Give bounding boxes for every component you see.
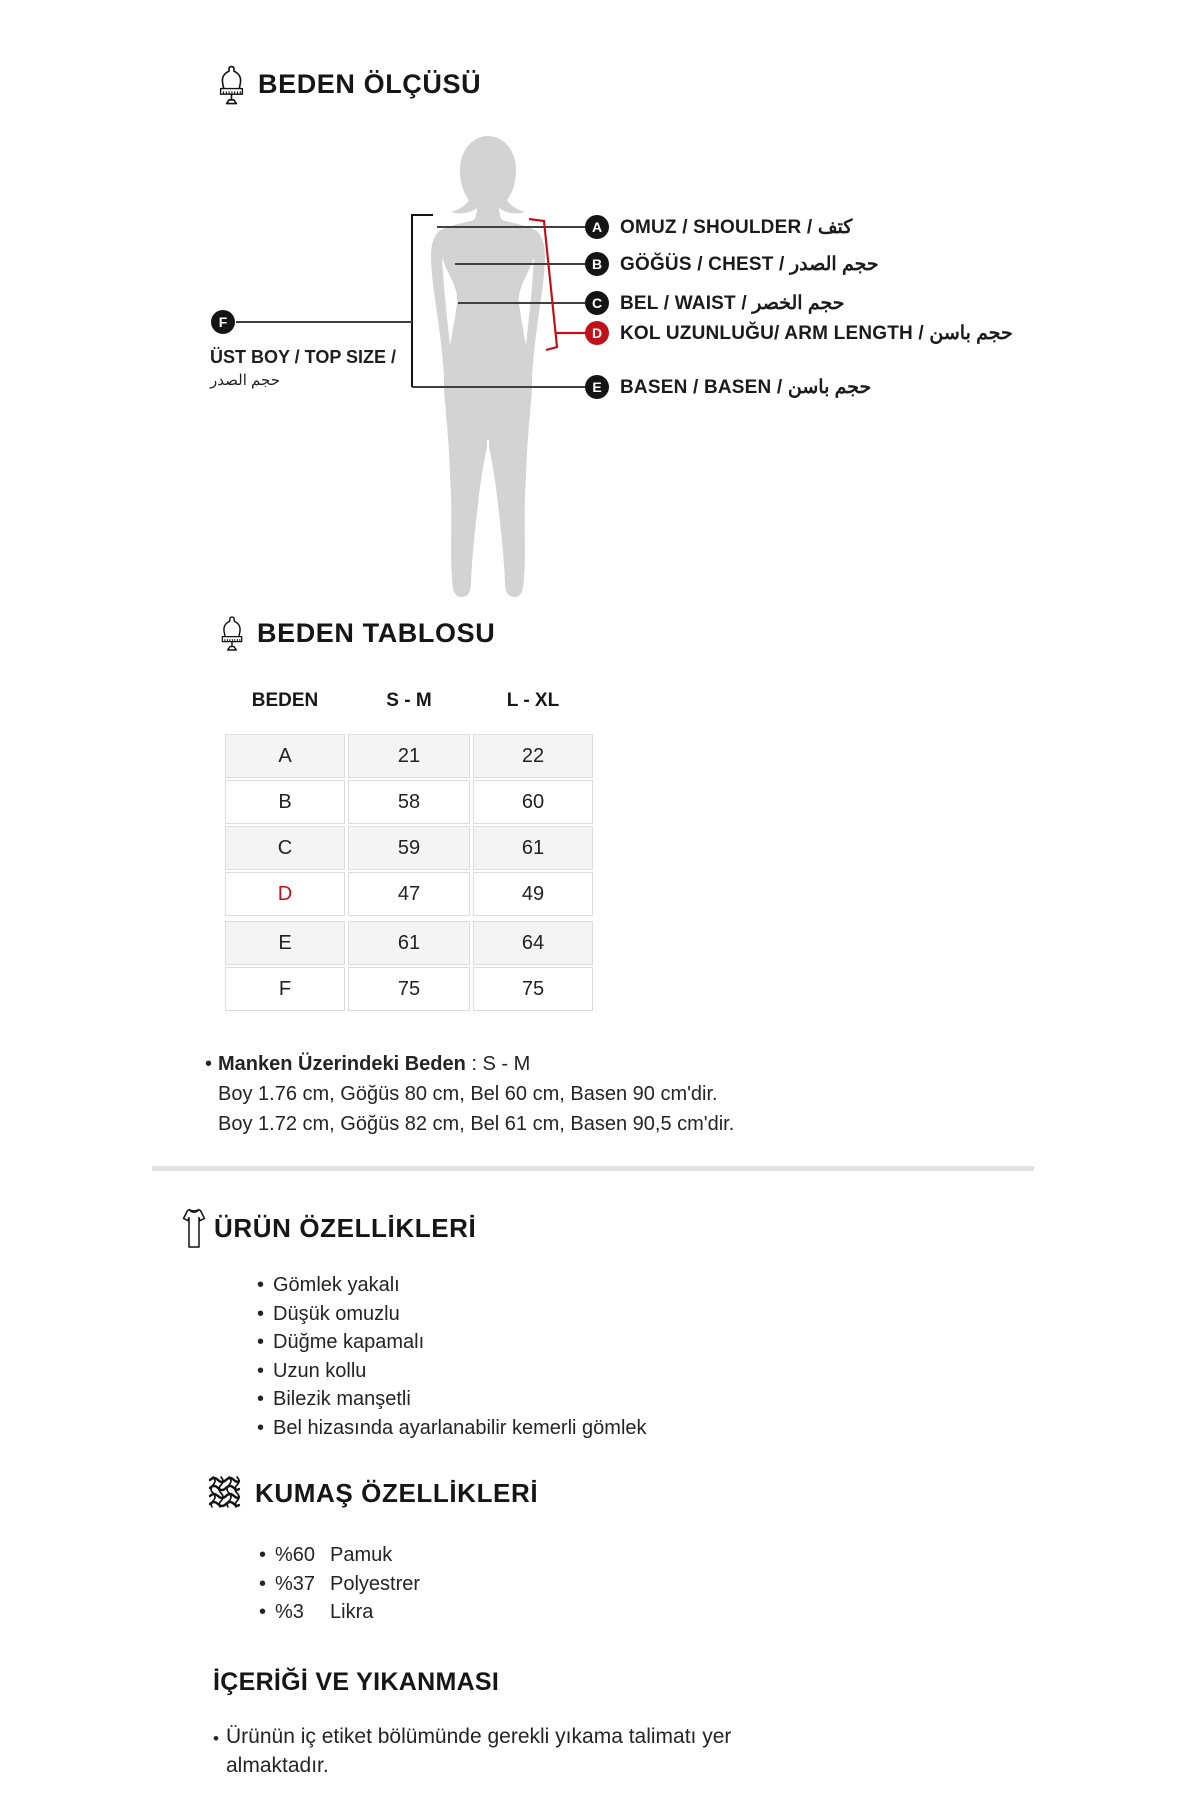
mannequin-measure-line: Boy 1.72 cm, Göğüs 82 cm, Bel 61 cm, Basen 90,5 cm'dir. <box>218 1113 735 1135</box>
list-item: • Bilezik manşetli <box>257 1385 647 1414</box>
table-cell: 22 <box>473 734 593 778</box>
table-cell: D <box>225 872 345 916</box>
measure-label-top-size: ÜST BOY / TOP SIZE / حجم الصدر <box>210 347 397 389</box>
size-table <box>225 734 593 1013</box>
measure-badge-c: C <box>585 291 609 315</box>
size-table-col-beden: BEDEN <box>251 690 319 711</box>
table-cell: 47 <box>348 872 470 916</box>
section-divider <box>152 1166 1034 1171</box>
table-cell: 64 <box>473 921 593 965</box>
mannequin-size-note <box>205 1049 734 1139</box>
table-row-c <box>225 826 593 870</box>
product-features-header <box>182 1208 476 1249</box>
fabric-features-header <box>207 1474 538 1512</box>
list-item: • %60 Pamuk <box>259 1541 420 1570</box>
fabric-weave-icon <box>207 1474 242 1512</box>
size-table-col-sm: S - M <box>386 690 432 711</box>
measure-badge-e: E <box>585 375 609 399</box>
product-features-title: ÜRÜN ÖZELLİKLERİ <box>214 1213 477 1243</box>
measure-label-basen: E BASEN / BASEN / حجم باسن <box>585 375 871 399</box>
dressform-icon <box>218 613 246 653</box>
measure-badge-a: A <box>585 215 609 239</box>
fabric-features-title: KUMAŞ ÖZELLİKLERİ <box>255 1477 539 1508</box>
list-item: • Ürünün iç etiket bölümünde gerekli yıkama talimatı yer almaktadır. <box>213 1723 758 1780</box>
table-cell: C <box>225 826 345 870</box>
measure-badge-d: D <box>585 321 609 345</box>
table-row-b <box>225 780 593 824</box>
measure-badge-f: F <box>211 310 235 334</box>
table-cell: 61 <box>348 921 470 965</box>
table-cell: 75 <box>348 967 470 1011</box>
measure-badge-b: B <box>585 252 609 276</box>
table-cell: B <box>225 780 345 824</box>
body-silhouette <box>439 136 537 597</box>
measure-label-chest: B GÖĞÜS / CHEST / حجم الصدر <box>585 252 879 276</box>
mannequin-measure-line: Boy 1.76 cm, Göğüs 80 cm, Bel 60 cm, Basen 90 cm'dir. <box>218 1083 718 1105</box>
measure-label-shoulder: A OMUZ / SHOULDER / كتف <box>585 215 852 239</box>
list-item: • Bel hizasında ayarlanabilir kemerli gömlek <box>257 1414 647 1443</box>
size-guide-title: BEDEN ÖLÇÜSÜ <box>258 69 482 99</box>
list-item: • %3 Likra <box>259 1598 420 1627</box>
size-table-header <box>225 690 593 712</box>
tshirt-icon <box>182 1208 206 1249</box>
list-item: • Uzun kollu <box>257 1357 647 1386</box>
fabric-composition-list <box>259 1541 420 1627</box>
care-note-list <box>213 1723 758 1780</box>
table-cell: 59 <box>348 826 470 870</box>
list-item: • Gömlek yakalı <box>257 1271 647 1300</box>
table-cell: 60 <box>473 780 593 824</box>
care-section-title: İÇERİĞİ VE YIKANMASI <box>213 1668 500 1696</box>
product-features-list <box>257 1271 647 1443</box>
size-chart-title: BEDEN TABLOSU <box>257 617 496 648</box>
table-cell: 21 <box>348 734 470 778</box>
table-cell: 75 <box>473 967 593 1011</box>
mannequin-size-line: • Manken Üzerindeki Beden : S - M <box>205 1049 734 1079</box>
size-chart-header <box>218 613 495 653</box>
list-item: • Düğme kapamalı <box>257 1328 647 1357</box>
table-row-f <box>225 967 593 1011</box>
table-cell: E <box>225 921 345 965</box>
measure-label-arm-length: D KOL UZUNLUĞU/ ARM LENGTH / حجم باسن <box>585 321 1013 345</box>
top-size-bracket <box>412 215 433 387</box>
table-row-e <box>225 921 593 965</box>
table-row-d <box>225 872 593 916</box>
table-cell: F <box>225 967 345 1011</box>
table-cell: 49 <box>473 872 593 916</box>
table-cell: A <box>225 734 345 778</box>
measure-label-waist: C BEL / WAIST / حجم الخصر <box>585 291 845 315</box>
table-row-a <box>225 734 593 778</box>
size-table-col-lxl: L - XL <box>506 690 560 711</box>
list-item: • %37 Polyestrer <box>259 1570 420 1599</box>
table-cell: 58 <box>348 780 470 824</box>
list-item: • Düşük omuzlu <box>257 1300 647 1329</box>
table-cell: 61 <box>473 826 593 870</box>
